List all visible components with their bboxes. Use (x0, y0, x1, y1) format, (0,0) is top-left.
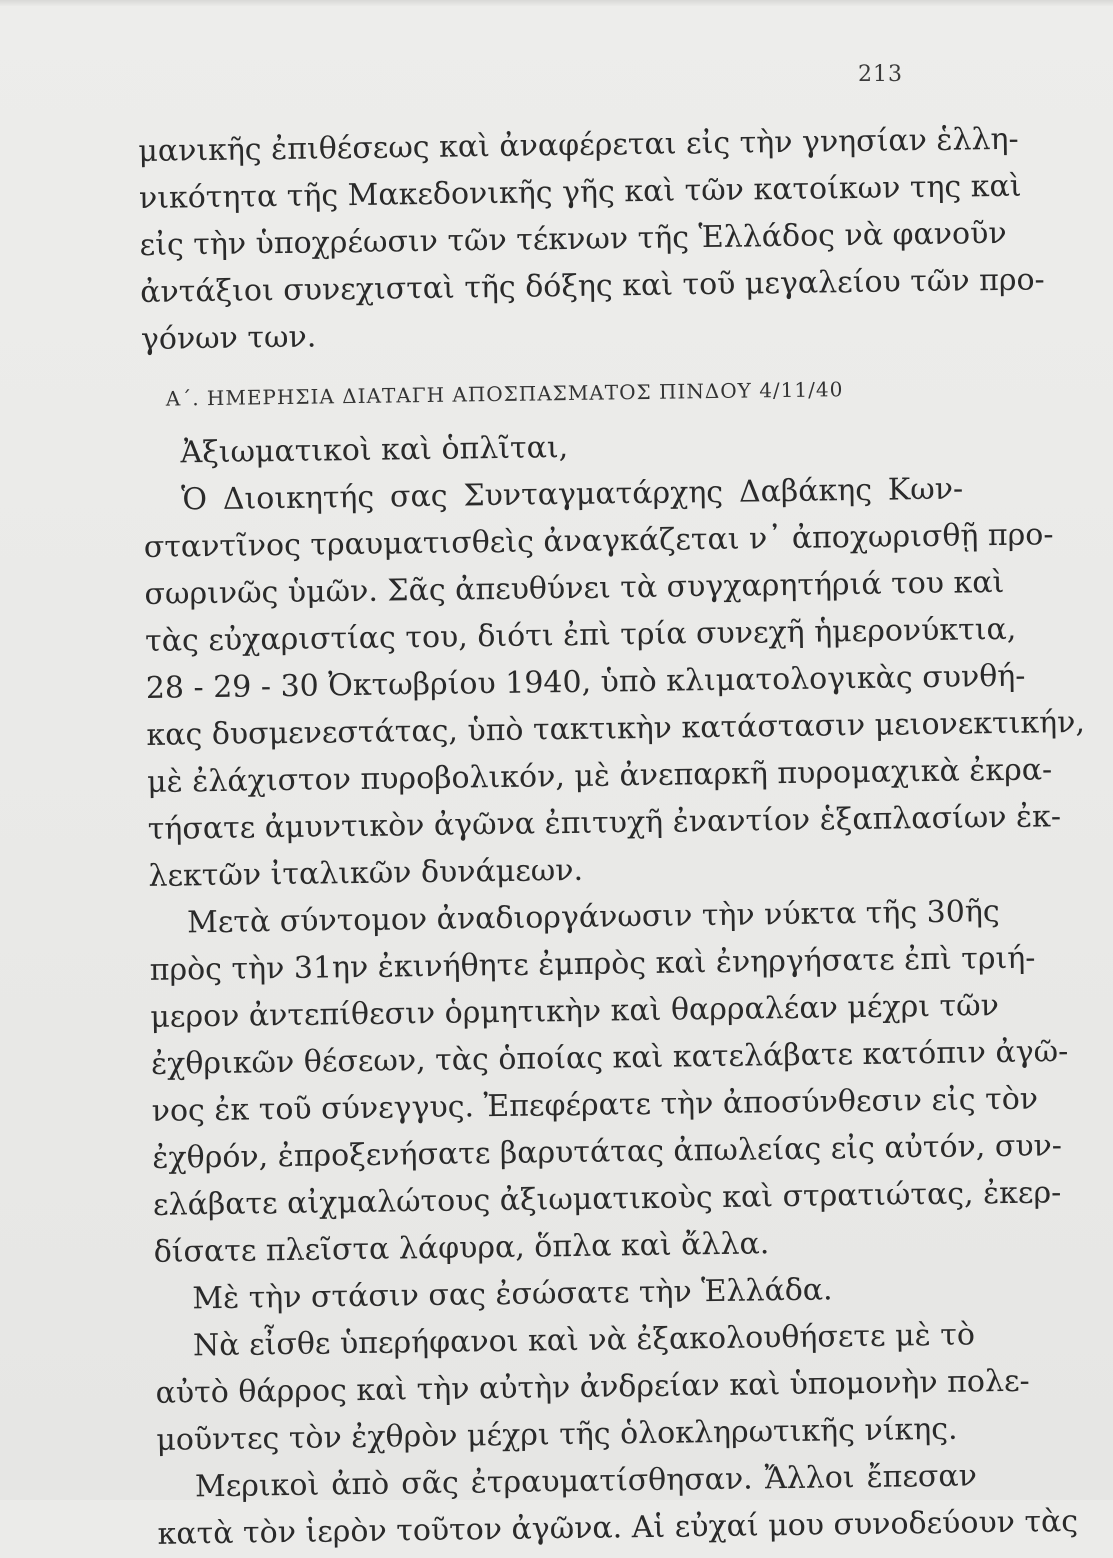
text-line: σωρινῶς ὑμῶν. Σᾶς ἀπευθύνει τὰ συγχαρητήριά του καὶ (144, 564, 1005, 612)
text-line: κας δυσμενεστάτας, ὑπὸ τακτικὴν κατάστασιν μειονεκτικήν, (146, 704, 1086, 753)
text-line: τὰς εὐχαριστίας του, διότι ἐπὶ τρία συνεχῆ ἡμερονύκτια, (144, 611, 1017, 659)
text-line: μανικῆς ἐπιθέσεως καὶ ἀναφέρεται εἰς τὴν γνησίαν ἑλλη- (138, 121, 1019, 169)
text-line: δίσατε πλεῖστα λάφυρα, ὅπλα καὶ ἄλλα. (153, 1226, 770, 1270)
text-line: κατὰ τὸν ἱερὸν τοῦτον ἀγῶνα. Αἱ εὐχαί μου συνοδεύουν τὰς (157, 1504, 1079, 1552)
text-line: μερον ἀντεπίθεσιν ὁρμητικὴν καὶ θαρραλέαν μέχρι τῶν (150, 988, 1000, 1035)
intro-paragraph (138, 117, 1045, 363)
text-line: ἀντάξιοι συνεχισταὶ τῆς δόξης καὶ τοῦ μεγαλείου τῶν προ- (140, 262, 1045, 310)
text-line: ἐχθρόν, ἐπροξενήσατε βαρυτάτας ἀπωλείας εἰς αὐτόν, συν- (152, 1128, 1063, 1176)
text-line: Νὰ εἶσθε ὑπερήφανοι καὶ νὰ ἐξακολουθήσετε μὲ τὸ (192, 1317, 976, 1364)
page-number: 213 (858, 62, 903, 87)
text-line: Μὲ τὴν στάσιν σας ἐσώσατε τὴν Ἑλλάδα. (192, 1272, 833, 1317)
text-line: ελάβατε αἰχμαλώτους ἀξιωματικοὺς καὶ στρατιώτας, ἐκερ- (152, 1175, 1062, 1223)
page-top-edge (0, 0, 1113, 6)
text-line: νος ἐκ τοῦ σύνεγγυς. Ἐπεφέρατε τὴν ἀποσύνθεσιν εἰς τὸν (151, 1081, 1039, 1129)
text-line: εἰς τὴν ὑποχρέωσιν τῶν τέκνων τῆς Ἑλλάδος νὰ φανοῦν (139, 215, 1007, 263)
paragraph-be-proud (155, 1311, 1030, 1463)
text-line: τήσατε ἀμυντικὸν ἀγῶνα ἐπιτυχῆ ἐναντίον ἑξαπλασίων ἐκ- (147, 799, 1062, 847)
text-line: Μερικοὶ ἀπὸ σᾶς ἐτραυματίσθησαν. Ἄλλοι ἔπεσαν (194, 1458, 978, 1505)
body-text (138, 117, 1086, 1558)
salutation: Ἀξιωματικοὶ καὶ ὁπλῖται, (180, 430, 569, 471)
text-line: πρὸς τὴν 31ην ἐκινήθητε ἐμπρὸς καὶ ἐνηργήσατε ἐπὶ τριή- (149, 940, 1036, 988)
text-line: Ὁ Διοικητής σας Συνταγματάρχης Δαβάκης Κων- (180, 471, 964, 518)
text-line: νικότητα τῆς Μακεδονικῆς γῆς καὶ τῶν κατοίκων της καὶ (138, 168, 1022, 216)
paragraph-commander (143, 466, 1086, 900)
text-line: αὐτὸ θάρρος καὶ τὴν αὐτὴν ἀνδρείαν καὶ ὑπομονὴν πολε- (155, 1363, 1030, 1411)
section-heading: Α΄. ΗΜΕΡΗΣΙΑ ΔΙΑΤΑΓΗ ΑΠΟΣΠΑΣΜΑΤΟΣ ΠΙΝΔΟΥ 4/11/40 (165, 377, 844, 411)
paragraph-wounded (157, 1452, 1079, 1557)
text-line: ἐχθρικῶν θέσεων, τὰς ὁποίας καὶ κατελάβατε κατόπιν ἀγῶ- (150, 1034, 1069, 1082)
text-line: μὲ ἐλάχιστον πυροβολικόν, μὲ ἀνεπαρκῆ πυρομαχικὰ ἐκρα- (146, 752, 1053, 800)
paragraph-counterattack (149, 888, 1069, 1275)
text-line: Μετὰ σύντομον ἀναδιοργάνωσιν τὴν νύκτα τῆς 30ῆς (186, 894, 1000, 941)
text-line: γόνων των. (140, 319, 317, 357)
text-line: λεκτῶν ἰταλικῶν δυνάμεων. (148, 852, 584, 894)
text-line: σταντῖνος τραυματισθεὶς ἀναγκάζεται ν᾿ ἀποχωρισθῇ προ- (143, 517, 1054, 565)
text-line: μοῦντες τὸν ἐχθρὸν μέχρι τῆς ὁλοκληρωτικῆς νίκης. (156, 1411, 958, 1458)
text-line: 28 - 29 - 30 Ὀκτωβρίου 1940, ὑπὸ κλιματολογικὰς συνθή- (145, 658, 1026, 706)
